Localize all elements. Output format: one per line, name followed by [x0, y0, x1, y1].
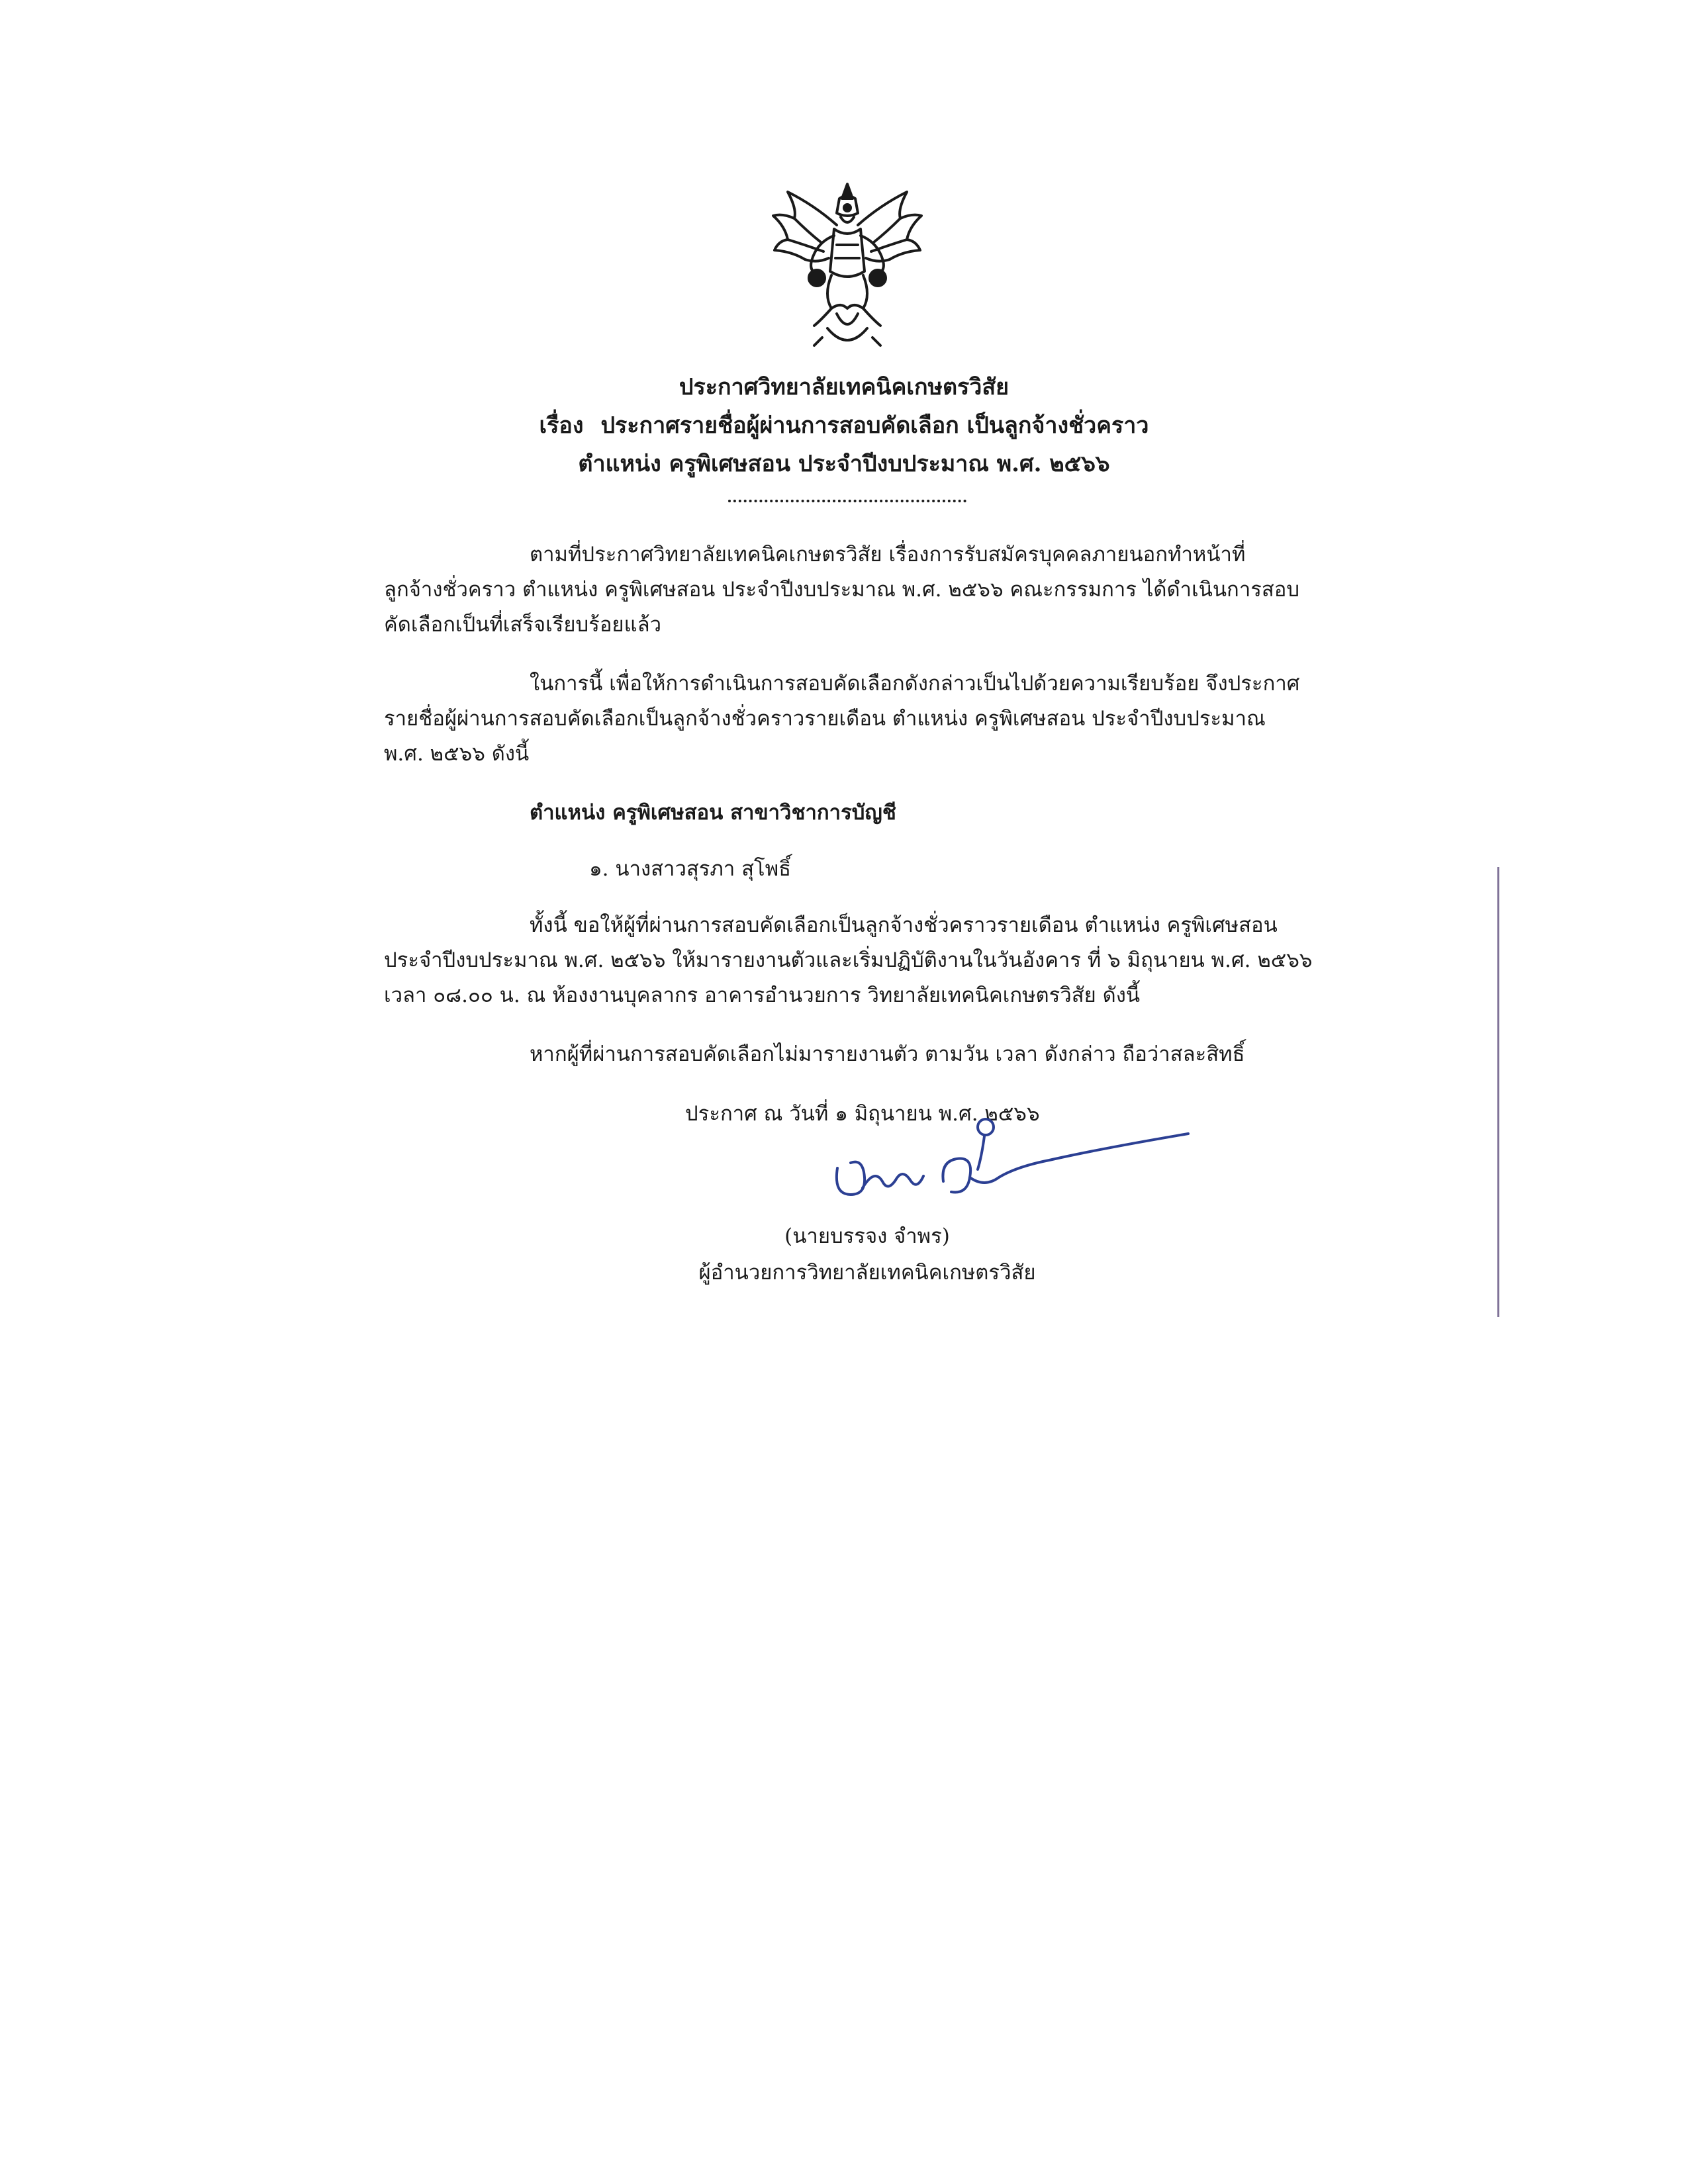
para3-line1: ทั้งนี้ ขอให้ผู้ที่ผ่านการสอบคัดเลือกเป็นลูกจ้างชั่วคราวรายเดือน ตำแหน่ง ครูพิเศษสอน — [530, 913, 1278, 937]
position-heading: ตำแหน่ง ครูพิเศษสอน สาขาวิชาการบัญชี — [530, 801, 896, 825]
document-position-line: ตำแหน่ง ครูพิเศษสอน ประจำปีงบประมาณ พ.ศ. ๒๕๖๖ — [578, 451, 1110, 477]
signature-icon — [811, 1095, 1208, 1228]
signer-name: (นายบรรจง จำพร) — [784, 1224, 950, 1248]
para2-line3: พ.ศ. ๒๕๖๖ ดังนี้ — [384, 742, 530, 766]
subject-label: เรื่อง — [539, 412, 584, 439]
subject-text: ประกาศรายชื่อผู้ผ่านการสอบคัดเลือก เป็นลูกจ้างชั่วคราว — [600, 412, 1149, 439]
garuda-emblem-icon — [768, 179, 927, 351]
title-divider — [728, 500, 966, 505]
announce-date: ประกาศ ณ วันที่ ๑ มิถุนายน พ.ศ. ๒๕๖๖ — [685, 1102, 1040, 1126]
para1-line1: ตามที่ประกาศวิทยาลัยเทคนิคเกษตรวิสัย เรื่องการรับสมัครบุคคลภายนอกทำหน้าที่ — [530, 543, 1246, 567]
document-subject — [0, 406, 1688, 445]
para1-line3: คัดเลือกเป็นที่เสร็จเรียบร้อยแล้ว — [384, 613, 661, 637]
para2-line2: รายชื่อผู้ผ่านการสอบคัดเลือกเป็นลูกจ้างชั่วคราวรายเดือน ตำแหน่ง ครูพิเศษสอน ประจำปีงบประมาณ — [384, 707, 1266, 731]
para1-line2: ลูกจ้างชั่วคราว ตำแหน่ง ครูพิเศษสอน ประจำปีงบประมาณ พ.ศ. ๒๕๖๖ คณะกรรมการ ได้ดำเนินการสอบ — [384, 578, 1300, 602]
para3-line3: เวลา ๐๘.๐๐ น. ณ ห้องงานบุคลากร อาคารอำนวยการ วิทยาลัยเทคนิคเกษตรวิสัย ดังนี้ — [384, 983, 1141, 1007]
signer-title: ผู้อำนวยการวิทยาลัยเทคนิคเกษตรวิสัย — [698, 1261, 1036, 1285]
para4: หากผู้ที่ผ่านการสอบคัดเลือกไม่มารายงานตัว ตามวัน เวลา ดังกล่าว ถือว่าสละสิทธิ์ — [530, 1042, 1245, 1066]
candidate-item: ๑. นางสาวสุรภา สุโพธิ์ — [589, 857, 792, 881]
para3-line2: ประจำปีงบประมาณ พ.ศ. ๒๕๖๖ ให้มารายงานตัวและเริ่มปฏิบัติงานในวันอังคาร ที่ ๖ มิถุนายน พ.ศ. ๒๕๖๖ — [384, 948, 1313, 972]
document-title: ประกาศวิทยาลัยเทคนิคเกษตรวิสัย — [679, 374, 1009, 400]
para2-line1: ในการนี้ เพื่อให้การดำเนินการสอบคัดเลือกดังกล่าวเป็นไปด้วยความเรียบร้อย จึงประกาศ — [530, 672, 1300, 696]
